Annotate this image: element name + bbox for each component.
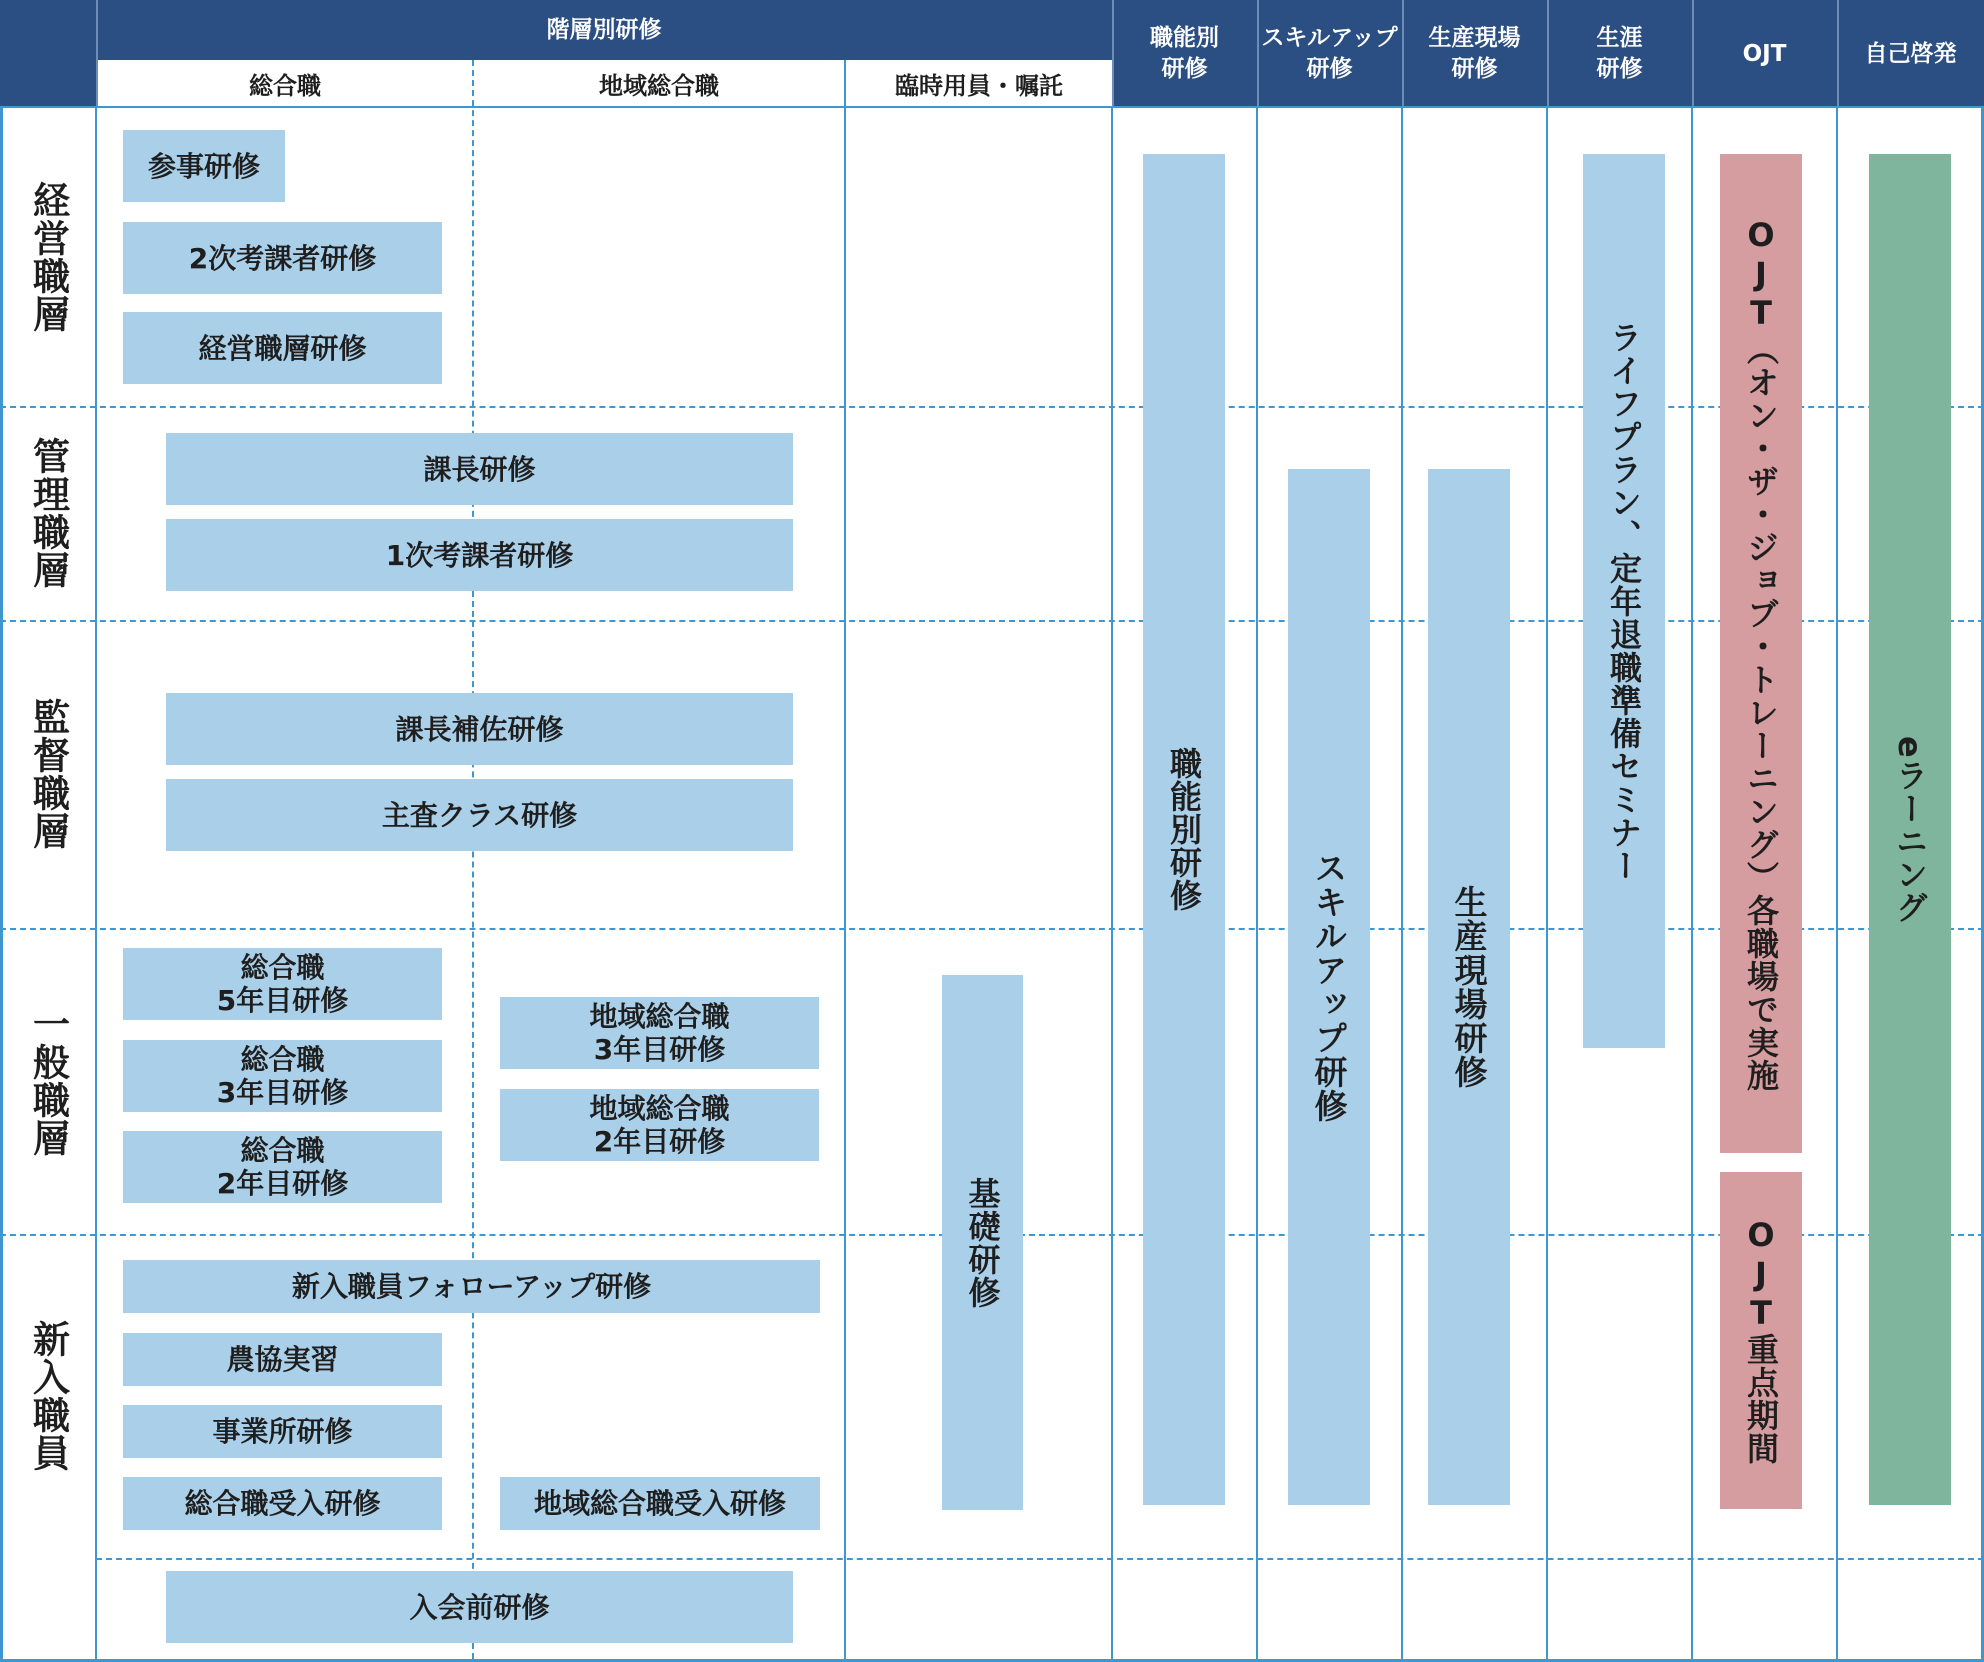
subheader-chiiki: 地域総合職	[474, 60, 844, 106]
bar-production: 生産現場研修	[1428, 469, 1510, 1505]
header-sep	[1837, 0, 1839, 108]
training-assistant-chief: 課長補佐研修	[166, 693, 793, 765]
header-production: 生産現場 研修	[1402, 0, 1547, 108]
dashed-divider	[0, 406, 1984, 408]
row-label-executive: 経営職層	[26, 181, 70, 333]
subheader-sogo: 総合職	[98, 60, 472, 106]
dashed-divider	[0, 928, 1984, 930]
bar-ojt-main: OJT（オン・ザ・ジョブ・トレーニング）各職場で実施	[1720, 154, 1802, 1153]
training-primary-evaluator: 1次考課者研修	[166, 519, 793, 591]
training-sanji: 参事研修	[123, 130, 285, 202]
bar-functional: 職能別研修	[1143, 154, 1225, 1505]
grid-line	[844, 60, 846, 1662]
training-sogo-2nd-year: 総合職 2年目研修	[123, 1131, 442, 1203]
grid-line	[1546, 108, 1548, 1662]
training-chiiki-intake: 地域総合職受入研修	[500, 1477, 820, 1530]
training-pre-entry: 入会前研修	[166, 1571, 793, 1643]
training-section-chief: 課長研修	[166, 433, 793, 505]
header-corner	[0, 0, 96, 108]
training-ja-practicum: 農協実習	[123, 1333, 442, 1386]
row-label-general: 一般職層	[26, 1005, 70, 1157]
grid-line	[1401, 108, 1403, 1662]
row-label-newcomer: 新入職員	[26, 1320, 70, 1472]
row-label-manager: 管理職層	[26, 437, 70, 589]
training-executive-tier: 経営職層研修	[123, 312, 442, 384]
dashed-divider	[0, 620, 1984, 622]
grid-line	[1256, 108, 1258, 1662]
bar-elearning: eラーニング	[1869, 154, 1951, 1505]
training-chief-class: 主査クラス研修	[166, 779, 793, 851]
header-skillup: スキルアップ 研修	[1257, 0, 1402, 108]
dashed-divider	[96, 1558, 1984, 1560]
bar-skillup: スキルアップ研修	[1288, 469, 1370, 1505]
training-newcomer-followup: 新入職員フォローアップ研修	[123, 1260, 820, 1313]
header-ojt: OJT	[1692, 0, 1837, 108]
header-functional: 職能別 研修	[1112, 0, 1257, 108]
bar-lifetime: ライフプラン、定年退職準備セミナー	[1583, 154, 1665, 1048]
subheader-temp: 臨時用員・嘱託	[846, 60, 1112, 106]
training-office: 事業所研修	[123, 1405, 442, 1458]
training-chiiki-2nd-year: 地域総合職 2年目研修	[500, 1089, 819, 1161]
grid-line	[0, 106, 1984, 108]
header-sep	[1547, 0, 1549, 108]
bar-basic-training: 基礎研修	[942, 975, 1023, 1510]
header-self-dev: 自己啓発	[1837, 0, 1984, 108]
header-sep	[1402, 0, 1404, 108]
header-sep	[1692, 0, 1694, 108]
header-lifetime: 生涯 研修	[1547, 0, 1692, 108]
header-sep	[1112, 0, 1114, 108]
header-sep	[1257, 0, 1259, 108]
training-sogo-intake: 総合職受入研修	[123, 1477, 442, 1530]
dashed-divider	[472, 60, 474, 1659]
training-secondary-evaluator: 2次考課者研修	[123, 222, 442, 294]
grid-line	[1691, 108, 1693, 1662]
header-sep	[96, 0, 98, 108]
training-chiiki-3rd-year: 地域総合職 3年目研修	[500, 997, 819, 1069]
grid-line	[1111, 108, 1113, 1662]
bar-ojt-focus: OJT重点期間	[1720, 1172, 1802, 1509]
training-sogo-5th-year: 総合職 5年目研修	[123, 948, 442, 1020]
row-label-supervisor: 監督職層	[26, 698, 70, 850]
header-group-title: 階層別研修	[96, 0, 1112, 60]
grid-line	[1836, 108, 1838, 1662]
training-sogo-3rd-year: 総合職 3年目研修	[123, 1040, 442, 1112]
